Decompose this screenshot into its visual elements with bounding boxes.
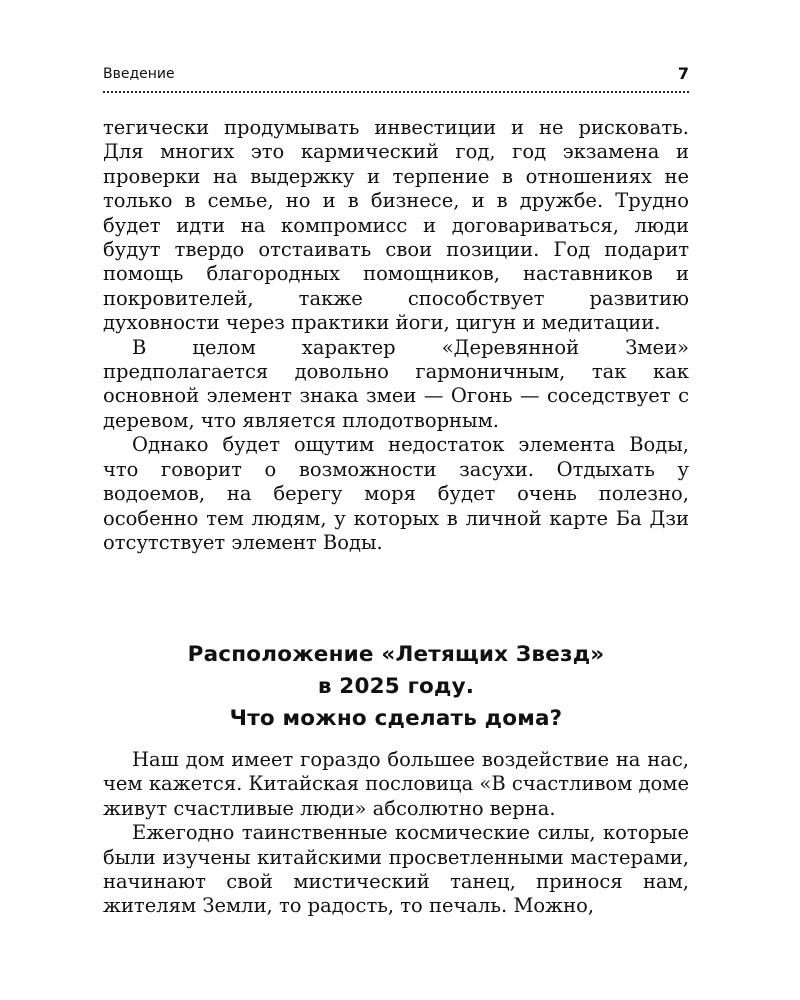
section-title: Введение xyxy=(103,66,175,82)
page-number: 7 xyxy=(677,64,689,83)
section-heading xyxy=(103,639,689,735)
heading-line: в 2025 году. xyxy=(317,674,475,699)
text-block-home xyxy=(103,748,689,919)
header-dotted-rule xyxy=(103,91,689,93)
paragraph: Наш дом имеет гораздо большее воздействие на нас, чем кажется. Китайская пословица «В счастливом доме живут счастливые люди» абсолютно верна. xyxy=(103,748,689,820)
text-block-intro xyxy=(103,116,689,555)
paragraph: Ежегодно таинственные космические силы, которые были изучены китайскими просветленными мастерами, начинают свой мистический танец, принося нам, жителям Земли, то радость, то печаль. Можно, xyxy=(103,821,689,918)
paragraph: Однако будет ощутим недостаток элемента Воды, что говорит о возможности засухи. Отдыхать у водоемов, на берегу моря будет очень полезно, особенно тем людям, у которых в личной карте Ба Дзи отсутствует элемент Воды. xyxy=(103,433,689,554)
paragraph: тегически продумывать инвестиции и не рисковать. Для многих это кармический год, год экзамена и проверки на выдержку и терпение в отношениях не только в семье, но и в бизнесе, и в дружбе. Трудно будет идти на компромисс и договариваться, люди будут твердо отстаивать свои позиции. Год подарит помощь благородных помощников, наставников и покровителей, также способствует развитию духовности через практики йоги, цигун и медитации. xyxy=(103,116,689,335)
paragraph: В целом характер «Деревянной Змеи» предполагается довольно гармоничным, так как основной элемент знака змеи — Огонь — соседствует с деревом, что является плодотворным. xyxy=(103,335,689,432)
heading-line: Что можно сделать дома? xyxy=(229,706,563,731)
running-header xyxy=(103,66,689,86)
heading-line: Расположение «Летящих Звезд» xyxy=(187,642,605,667)
